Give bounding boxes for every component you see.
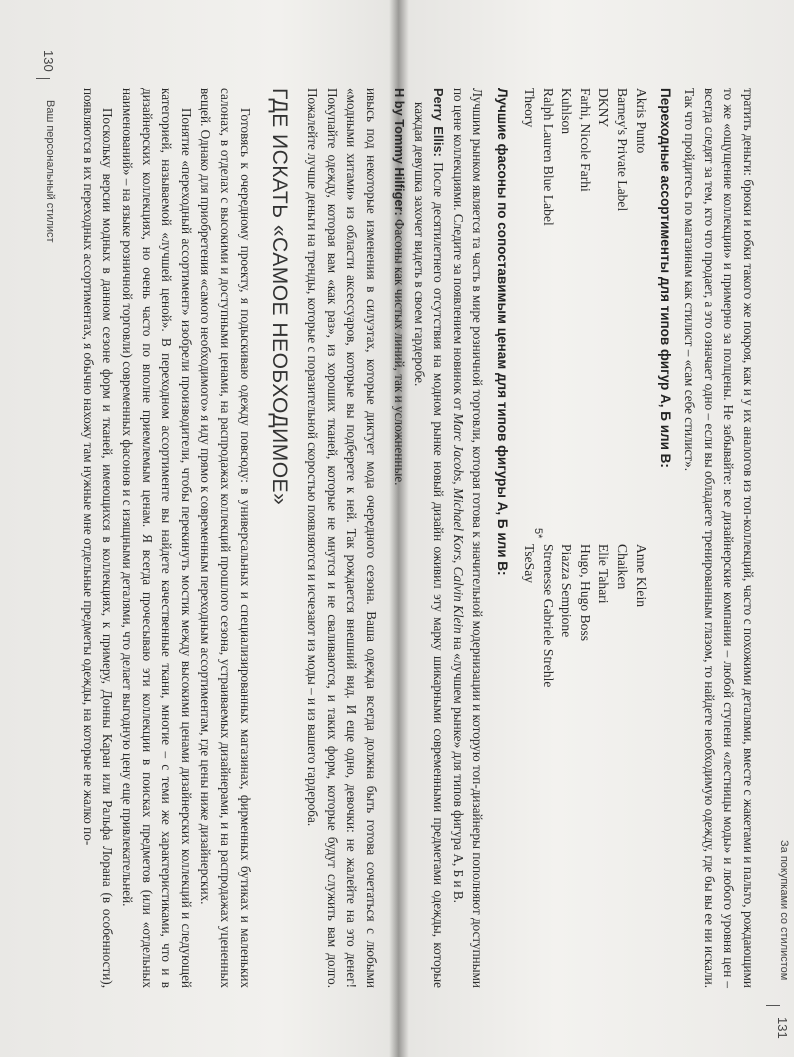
brand-item: Barney's Private Label	[615, 88, 631, 212]
left-folio-rule	[36, 78, 50, 79]
brand-item: Theory	[522, 88, 538, 128]
brand-item: Strenesse Gabriele Strehle	[540, 544, 556, 688]
paragraph-text: Лучшим рынком является та часть в мире розничной торговли, которая готова к значительной модернизации и которую топ-дизайнеры пополняют доступными по цене коллекциями. Следите за появлением новинок от	[450, 88, 486, 988]
paragraph-text: на «лучшем рынке» для типов фигура А, Б и В.	[450, 633, 466, 903]
right-folio-rule	[766, 1005, 780, 1006]
entry-lead: Perry Ellis:	[431, 88, 447, 157]
brand-item: Anne Klein	[633, 544, 649, 608]
entry-lead: H by Tommy Hilfiger:	[392, 88, 408, 216]
left-paragraph-2: Готовясь к очередному проекту, я подыскиваю одежду повсюду: в универсальных и специализированных магазинах, фирменных бутиках и маленьких салонах, в отделах с высокими и доступными ценами, на распродажах коллекций прошлого сезона, устраиваемых дизайнерами, и на распродажах уцененных вещей. Однако для приобретения «самого необходимого» я иду прямо к современным переходным ассортиментам, где цены ниже дизайнерских.	[198, 88, 253, 988]
right-page-number: 131	[775, 1017, 790, 1039]
brand-item: Chaiken	[615, 544, 631, 590]
left-paragraph-4: Поскольку версии модных в данном сезоне форм и тканей, имеющихся в коллекциях, к примеру, Донны Каран или Ральфа Лорана (в особенности), появляются в их переходных ассортиментах, я обычно нахожу там нужные мне отдельные предметы одежды, на которые не жалко по-	[80, 88, 116, 988]
signature-mark: 5*	[532, 528, 544, 539]
brand-item: Akris Punto	[633, 88, 649, 154]
brand-item: Hugo, Hugo Boss	[577, 544, 593, 642]
right-running-head: За покупками со стилистом	[778, 840, 790, 981]
left-paragraph-3: Понятие «переходный ассортимент» изобрели производители, чтобы перекинуть мостик между высокими ценами дизайнерских коллекций и следующей категорией, называемой «лучшей ценой». В переходном ассортименте вы найдете качественные ткани, многие – с теми же характеристиками, что и в дизайнерских коллекциях, но очень часто по вполне приемлемым ценам. Я всегда прочесываю эти коллекции в поисках предметов (или «отдельных наименований» – на языке розничной торговли) современных фасонов и с изящными деталями, что делает выгодную цену еще привлекательней.	[120, 88, 194, 988]
subheading-best-price: Лучшие фасоны по сопоставимым ценам для типов фигуры А, Б или В:	[495, 88, 511, 576]
brand-item: DKNY	[596, 88, 612, 128]
designer-names: Marc Jacobs, Michael Kors, Calvin Klein	[450, 413, 466, 634]
entry-text: После десятилетнего отсутствия на модном рынке новый дизайн оживил эту марку шикарными современными предметами одежды, которые каждая девушка захочет видеть в своем гардеробе.	[411, 102, 447, 988]
brand-item: TseSay	[522, 544, 538, 584]
section-heading: ГДЕ ИСКАТЬ «САМОЕ НЕОБХОДИМОЕ»	[267, 88, 291, 506]
brand-entry-perry-ellis	[409, 88, 448, 988]
brand-item: Piazza Sempione	[559, 544, 575, 638]
right-paragraph-1: тратить деньги: брюки и юбки такого же покроя, как и у их аналогов из топ-коллекций, часто с похожими деталями, вместе с жакетами и пальто, рождающими то же «ощущение коллекции» и примерно за полцены. Не забывайте: все дизайнерские компании – любой ступени «лестницы моды» и любого уровня цен – всегда следят за тем, кто что продает, а это означает одно – если вы обладаете тренированным глазом, то найдете необходимую одежду, где бы вы ее ни искали. Так что пройдитесь по магазинам как стилист – «сам себе стилист».	[682, 88, 756, 988]
brand-item: Farhi, Nicole Farhi	[577, 88, 593, 192]
entry-text: Фасоны как чистых линий, так и усложненные.	[392, 215, 408, 486]
left-page-body	[61, 88, 381, 988]
left-running-head: Ваш персональный стилист	[44, 100, 56, 243]
subheading-transitional-lines: Переходные ассортименты для типов фигур А, Б или В:	[657, 88, 673, 468]
left-paragraph-1: ивысь под некоторые изменения в силуэтах, которые диктует мода очередного сезона. Ваша одежда всегда должна быть готова сочетаться с любыми «модными хитами» из области аксессуаров, которые вы подберете к ней. Так рождается внешний вид. И еще одно, девочки: не жалейте на это денег! Покупайте одежду, которая вам «как раз», из хороших тканей, которые не мнутся и не сваливаются, и таких форм, которые будут служить вам долго. Пожалейте лучше деньги на тренды, которые с поразительной скоростью появляются и исчезают из моды – и из вашего гардероба.	[305, 88, 379, 988]
right-page-body	[392, 88, 758, 988]
brand-item: Kuhlson	[559, 88, 575, 135]
brand-item: Elie Tahari	[596, 544, 612, 604]
brand-item: Ralph Lauren Blue Label	[540, 88, 556, 226]
right-paragraph-2	[448, 88, 487, 988]
brand-entry-h-by-tommy-hilfiger	[390, 88, 410, 988]
left-page-number: 130	[41, 50, 56, 72]
